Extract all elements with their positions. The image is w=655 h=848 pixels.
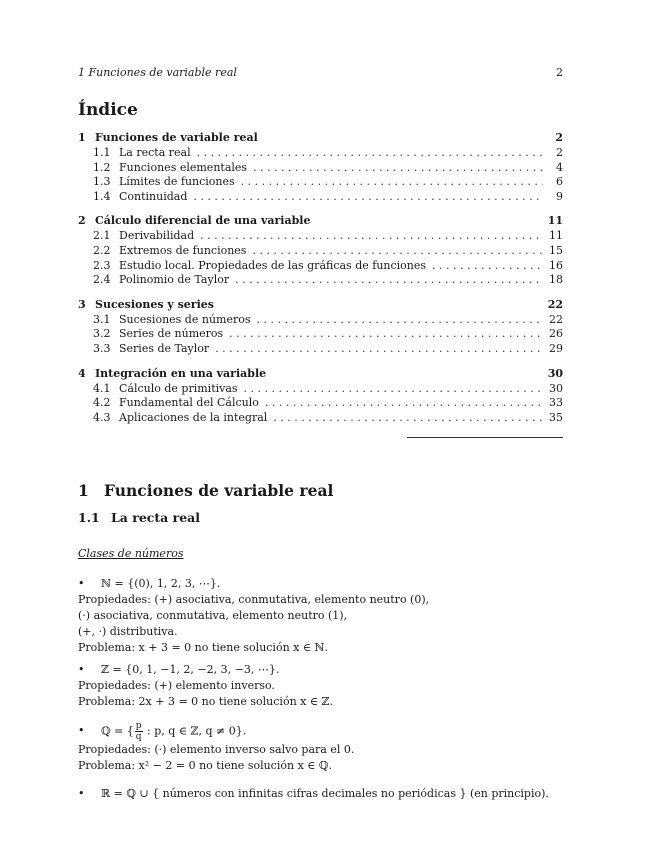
toc-entry-section[interactable] xyxy=(78,175,563,190)
toc-leader-dots xyxy=(241,175,543,190)
toc-entry-number: 3.2 xyxy=(93,327,111,341)
fraction xyxy=(135,721,143,742)
toc-entry-page: 22 xyxy=(549,312,563,326)
toc-entry-number: 2 xyxy=(78,214,86,228)
toc-entry-title: Continuidad xyxy=(119,189,188,203)
toc-entry-number: 1.3 xyxy=(93,175,111,189)
toc-entry-section[interactable] xyxy=(78,327,563,342)
toc-entry-number: 1.2 xyxy=(93,160,111,174)
bullet-icon: • xyxy=(78,663,85,676)
bullet-icon: • xyxy=(78,577,85,590)
naturals-block xyxy=(78,576,429,656)
toc-entry-number: 2.1 xyxy=(93,229,111,243)
toc-entry-page: 2 xyxy=(555,131,563,144)
toc-entry-number: 2.2 xyxy=(93,243,111,257)
toc-entry-title: Derivabilidad xyxy=(119,229,195,243)
toc-entry-chapter[interactable] xyxy=(78,297,563,313)
section-heading xyxy=(78,481,333,500)
naturals-line: Problema: x + 3 = 0 no tiene solución x ∈ ℕ. xyxy=(78,641,329,654)
toc-entry-number: 1 xyxy=(78,131,86,144)
rationals-line: Problema: x² − 2 = 0 no tiene solución x ∈ ℚ. xyxy=(78,759,332,772)
toc-entry-number: 4.1 xyxy=(93,381,111,395)
toc-leader-dots xyxy=(265,396,543,411)
toc-entry-page: 26 xyxy=(549,327,563,341)
toc-entry-title: Extremos de funciones xyxy=(119,243,247,257)
list-item xyxy=(78,662,333,678)
toc-entry-number: 3.1 xyxy=(93,312,111,326)
toc-entry-title: Sucesiones y series xyxy=(95,297,214,311)
toc-title: Índice xyxy=(78,100,138,120)
toc-entry-title: Estudio local. Propiedades de las gráficas de funciones xyxy=(119,258,427,272)
toc-entry-number: 2.3 xyxy=(93,258,111,272)
toc-entry-title: Funciones de variable real xyxy=(95,131,258,144)
toc-entry-section[interactable] xyxy=(78,342,563,357)
toc-leader-dots xyxy=(253,161,543,176)
toc-entry-page: 9 xyxy=(556,189,563,203)
toc-entry-title: Series de números xyxy=(119,327,224,341)
reals-set: ℝ = ℚ ∪ { números con infinitas cifras decimales no periódicas } (en principio). xyxy=(101,787,549,800)
rationals-set-prefix: ℚ = { xyxy=(101,724,134,737)
toc-leader-dots xyxy=(229,327,543,342)
reals-block xyxy=(78,786,549,802)
toc-entry-number: 1.1 xyxy=(93,146,111,159)
toc-entry-title: Sucesiones de números xyxy=(119,312,251,326)
toc-section xyxy=(78,366,563,426)
toc-entry-section[interactable] xyxy=(78,190,563,205)
section-title: Funciones de variable real xyxy=(104,481,334,500)
toc-entry-title: Polinomio de Taylor xyxy=(119,273,230,287)
toc-entry-section[interactable] xyxy=(78,313,563,328)
integers-line: Problema: 2x + 3 = 0 no tiene solución x ∈ ℤ. xyxy=(78,695,334,708)
toc-entry-number: 4 xyxy=(78,366,86,380)
toc-leader-dots xyxy=(193,190,543,205)
paragraph-subhead: Clases de números xyxy=(78,547,184,560)
rationals-line: Propiedades: (·) elemento inverso salvo para el 0. xyxy=(78,743,355,756)
toc-entry-page: 30 xyxy=(549,381,563,395)
toc-entry-section[interactable] xyxy=(78,229,563,244)
naturals-line: (+, ·) distributiva. xyxy=(78,625,178,638)
toc-leader-dots xyxy=(273,411,543,426)
toc-entry-page: 11 xyxy=(549,229,563,243)
toc-entry-number: 3 xyxy=(78,297,86,311)
toc-entry-page: 6 xyxy=(556,175,563,189)
toc-entry-number: 2.4 xyxy=(93,273,111,287)
toc-entry-number: 4.2 xyxy=(93,396,111,410)
toc-entry-section[interactable] xyxy=(78,161,563,176)
naturals-set: ℕ = {(0), 1, 2, 3, ⋯}. xyxy=(101,577,221,590)
subsection-title: La recta real xyxy=(111,510,201,525)
integers-set: ℤ = {0, 1, −1, 2, −2, 3, −3, ⋯}. xyxy=(101,663,280,676)
toc-entry-number: 4.3 xyxy=(93,410,111,424)
running-header xyxy=(78,66,563,79)
rationals-set xyxy=(101,721,246,742)
toc-entry-page: 16 xyxy=(549,258,563,272)
rationals-block xyxy=(78,720,354,774)
toc-entry-title: Series de Taylor xyxy=(119,341,210,355)
toc-entry-title: Límites de funciones xyxy=(119,175,235,189)
toc-entry-section[interactable] xyxy=(78,259,563,274)
toc-leader-dots xyxy=(215,342,543,357)
toc-entry-title: Fundamental del Cálculo xyxy=(119,396,259,410)
toc-entry-page: 29 xyxy=(549,341,563,355)
toc-entry-page: 18 xyxy=(549,273,563,287)
running-header-title: 1 Funciones de variable real xyxy=(78,66,237,79)
toc-entry-title: Funciones elementales xyxy=(119,160,248,174)
bullet-icon: • xyxy=(78,724,85,737)
toc-leader-dots xyxy=(235,273,543,288)
toc-entry-page: 30 xyxy=(547,366,563,380)
toc-entry-section[interactable] xyxy=(78,382,563,397)
toc-leader-dots xyxy=(252,244,543,259)
footnote-rule xyxy=(407,437,563,438)
toc-entry-section[interactable] xyxy=(78,411,563,426)
toc-entry-page: 4 xyxy=(556,160,563,174)
toc-entry-number: 3.3 xyxy=(93,341,111,355)
naturals-line: Propiedades: (+) asociativa, conmutativa, elemento neutro (0), xyxy=(78,593,430,606)
toc-leader-dots xyxy=(432,259,543,274)
toc-entry-page: 15 xyxy=(549,243,563,257)
fraction-numerator: p xyxy=(135,720,142,731)
list-item xyxy=(78,576,429,592)
toc-entry-page: 35 xyxy=(549,410,563,424)
subsection-heading xyxy=(78,510,200,525)
toc-entry-title: Cálculo diferencial de una variable xyxy=(95,214,311,228)
toc-entry-page: 22 xyxy=(547,297,563,311)
toc-entry-title: Aplicaciones de la integral xyxy=(119,410,268,424)
toc-leader-dots xyxy=(257,313,544,328)
toc-entry-title: La recta real xyxy=(119,146,191,159)
toc-entry-chapter[interactable] xyxy=(78,130,563,146)
toc-leader-dots xyxy=(200,229,543,244)
toc-entry-title: Cálculo de primitivas xyxy=(119,381,238,395)
integers-block xyxy=(78,662,333,710)
naturals-line: (·) asociativa, conmutativa, elemento neutro (1), xyxy=(78,609,348,622)
table-of-contents xyxy=(78,130,563,434)
toc-entry-chapter[interactable] xyxy=(78,366,563,382)
toc-entry-page: 2 xyxy=(556,146,563,159)
list-item xyxy=(78,720,354,742)
toc-section xyxy=(78,213,563,287)
bullet-icon: • xyxy=(78,787,85,800)
toc-entry-title: Integración en una variable xyxy=(95,366,267,380)
integers-line: Propiedades: (+) elemento inverso. xyxy=(78,679,275,692)
toc-entry-section[interactable] xyxy=(78,146,563,161)
toc-entry-chapter[interactable] xyxy=(78,213,563,229)
toc-leader-dots xyxy=(244,382,543,397)
rationals-set-suffix: : p, q ∈ ℤ, q ≠ 0}. xyxy=(143,724,247,737)
toc-entry-page: 33 xyxy=(549,396,563,410)
toc-entry-section[interactable] xyxy=(78,396,563,411)
toc-section xyxy=(78,297,563,357)
toc-entry-number: 1.4 xyxy=(93,189,111,203)
subsection-number: 1.1 xyxy=(78,510,100,525)
fraction-denominator: q xyxy=(135,731,142,742)
toc-entry-page: 11 xyxy=(547,214,563,228)
toc-section xyxy=(78,130,563,204)
toc-entry-section[interactable] xyxy=(78,273,563,288)
running-header-page: 2 xyxy=(556,66,563,79)
list-item xyxy=(78,786,549,802)
section-number: 1 xyxy=(78,481,89,500)
toc-entry-section[interactable] xyxy=(78,244,563,259)
toc-leader-dots xyxy=(197,146,543,161)
